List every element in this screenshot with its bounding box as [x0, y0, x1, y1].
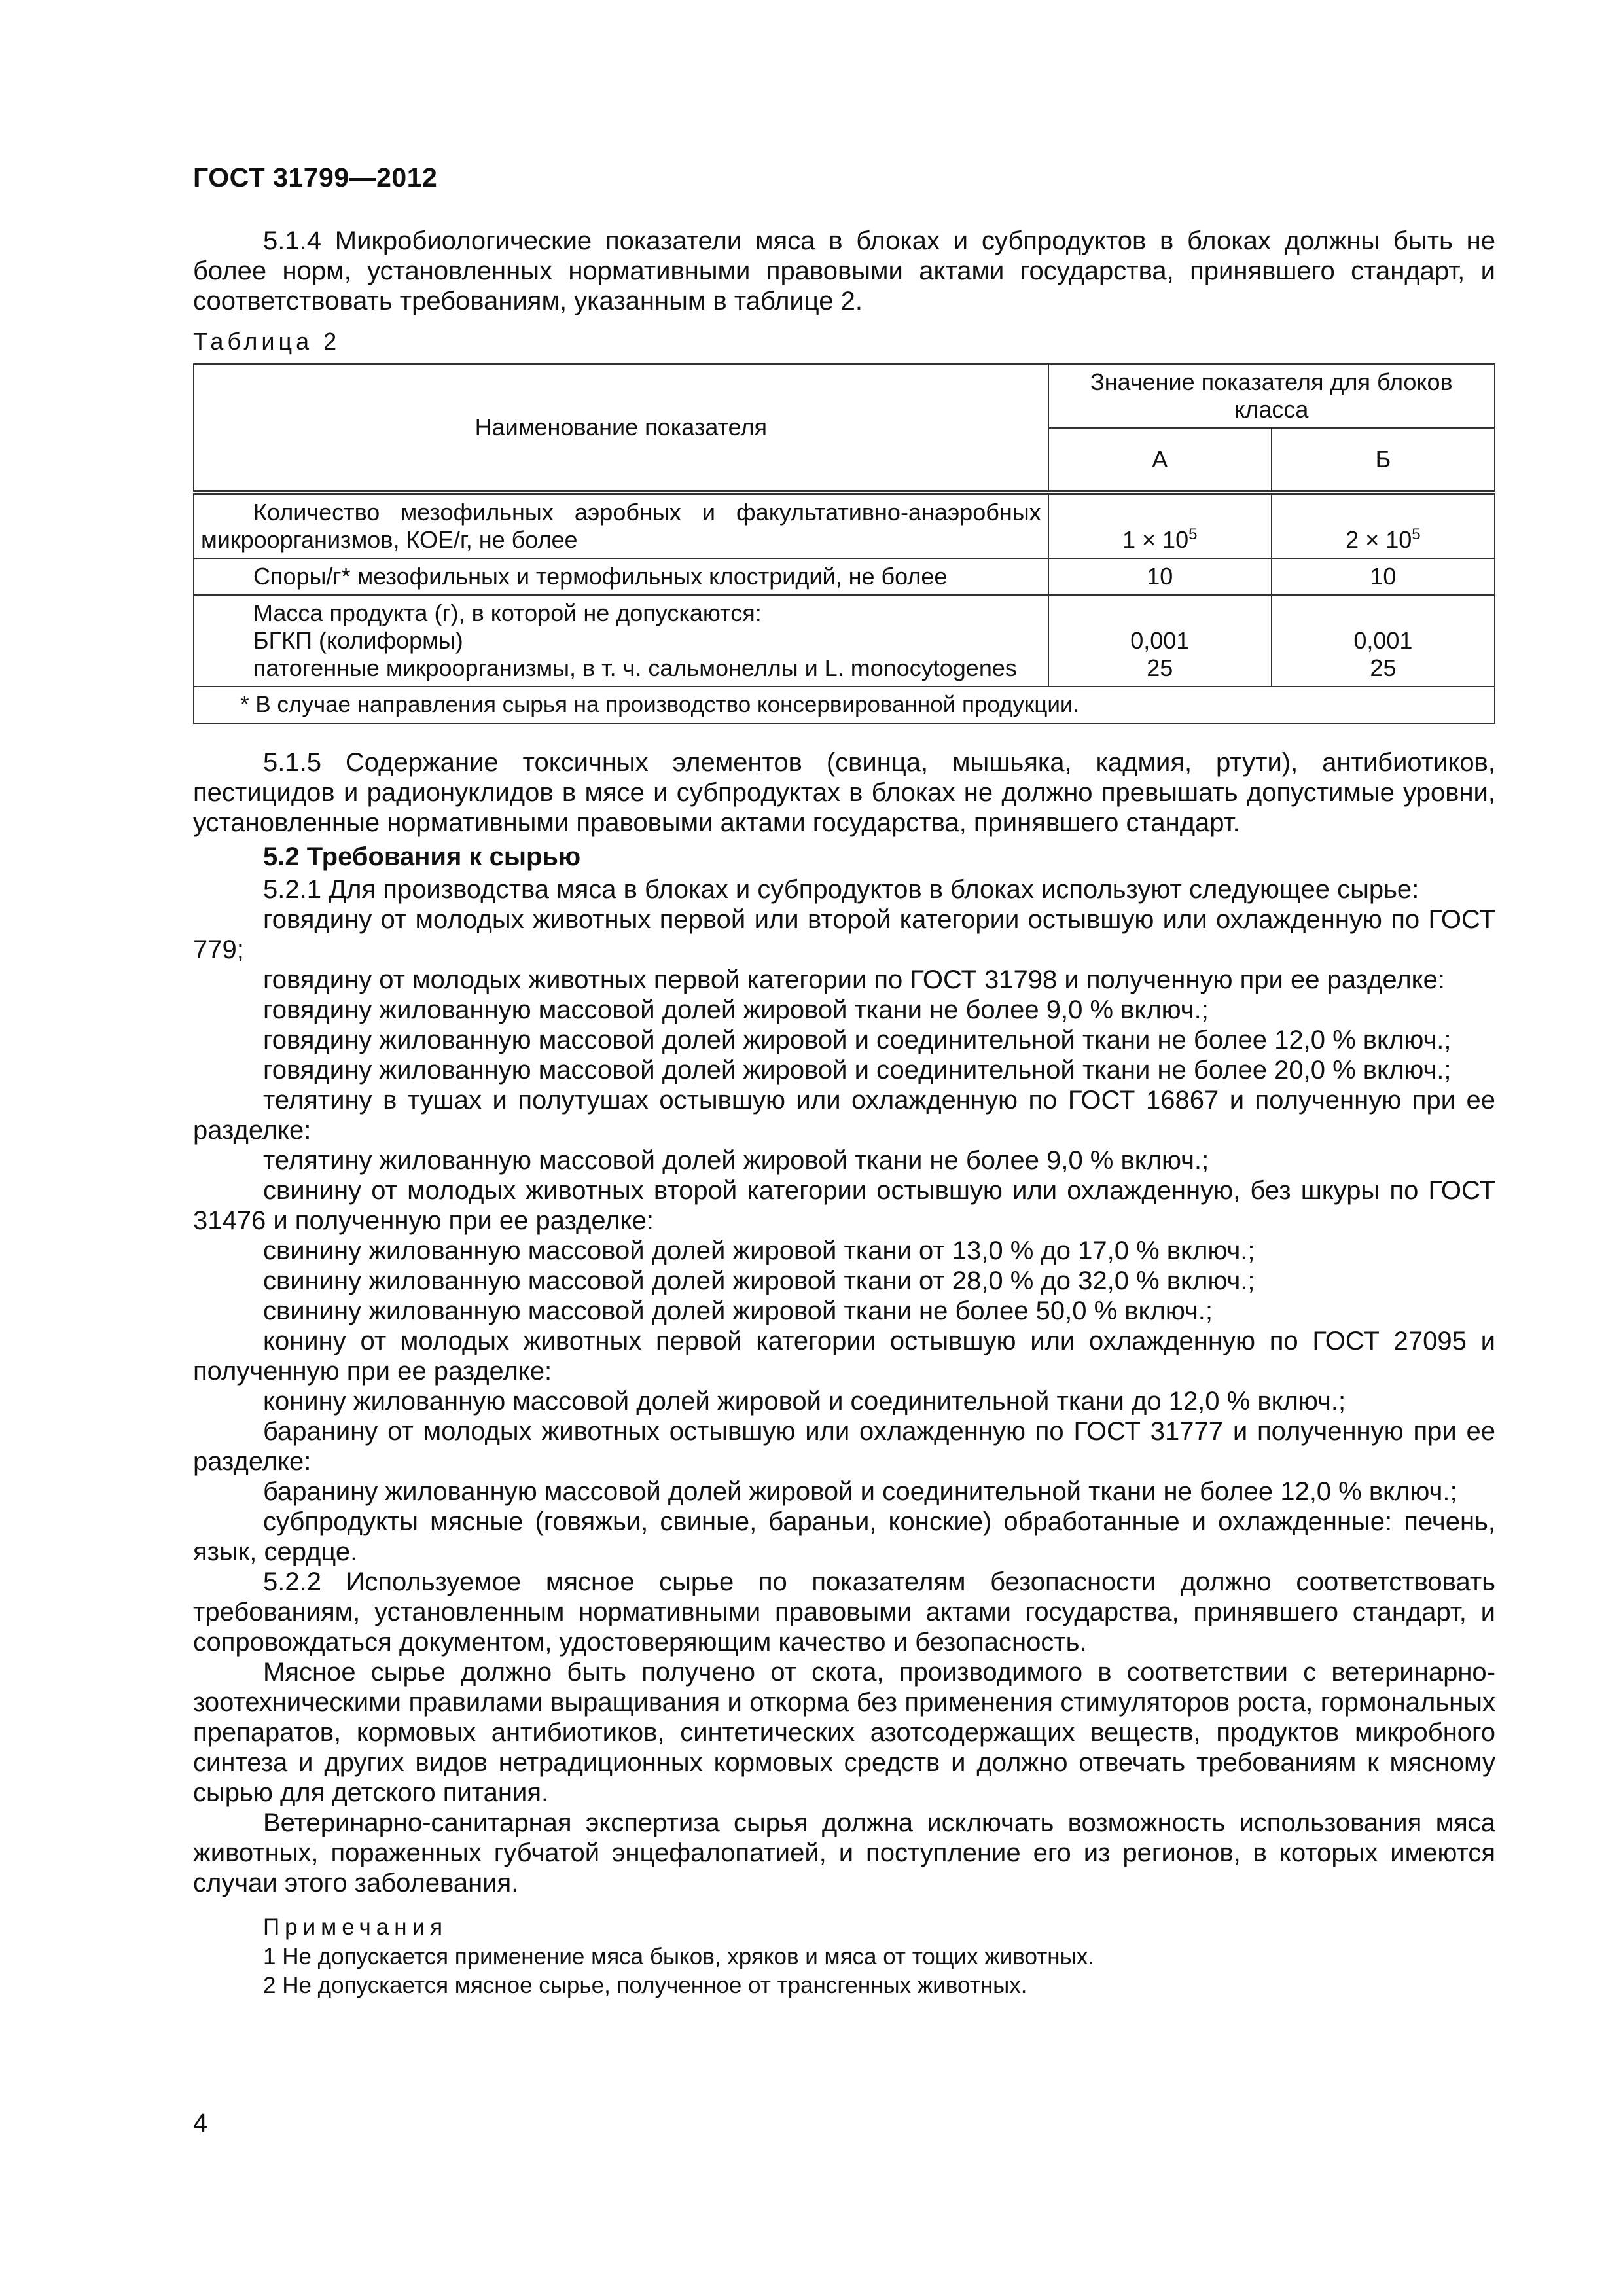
document-body	[193, 226, 1495, 2000]
list-item: телятину в тушах и полутушах остывшую или охлажденную по ГОСТ 16867 и полученную при ее разделке:	[193, 1086, 1495, 1145]
paragraph-5-2-2: 5.2.2 Используемое мясное сырье по показателям безопасности должно соответствовать требованиям, установленным нормативными правовыми актами государства, принявшего стандарт, и сопровождаться документом, удостоверяющим качество и безопасность.	[193, 1568, 1495, 1657]
page-number: 4	[193, 2109, 208, 2138]
paragraph-5-2-1: 5.2.1 Для производства мяса в блоках и субпродуктов в блоках используют следующее сырье:	[263, 875, 1419, 904]
list-item: субпродукты мясные (говяжьи, свиные, бараньи, конские) обработанные и охлажденные: печень, язык, сердце.	[193, 1507, 1495, 1566]
table-row	[194, 595, 1495, 687]
table-cell-a: $1 \times 10^5$	[1048, 493, 1272, 559]
list-item: свинину жилованную массовой долей жировой ткани от 13,0 % до 17,0 % включ.;	[263, 1236, 1255, 1265]
table-header-name: Наименование показателя	[194, 364, 1048, 493]
table-cell-b: 10	[1272, 558, 1495, 595]
table-2	[193, 363, 1495, 724]
table-cell-name: Споры/г* мезофильных и термофильных клостридий, не более	[194, 558, 1048, 595]
list-item: свинину от молодых животных второй категории остывшую или охлажденную, без шкуры по ГОСТ 31476 и полученную при ее разделке:	[193, 1176, 1495, 1235]
list-item: телятину жилованную массовой долей жировой ткани не более 9,0 % включ.;	[263, 1146, 1209, 1175]
list-item: конину от молодых животных первой категории остывшую или охлажденную по ГОСТ 27095 и полученную при ее разделке:	[193, 1327, 1495, 1386]
note-item: 2 Не допускается мясное сырье, полученное от трансгенных животных.	[263, 1973, 1027, 1998]
list-item: говядину жилованную массовой долей жировой ткани не более 9,0 % включ.;	[263, 996, 1209, 1024]
list-item: баранину жилованную массовой долей жировой и соединительной ткани не более 12,0 % включ.;	[263, 1477, 1457, 1506]
paragraph-5-1-5: 5.1.5 Содержание токсичных элементов (свинца, мышьяка, кадмия, ртути), антибиотиков, пестицидов и радионуклидов в мясе и субпродуктах в блоках не должно превышать допустимые уровни, установленные нормативными правовыми актами государства, принявшего стандарт.	[193, 748, 1495, 837]
table-row	[194, 558, 1495, 595]
table-header-class-a: А	[1048, 428, 1272, 493]
table-cell-name: Масса продукта (г), в которой не допускаются: БГКП (колиформы) патогенные микроорганизмы, в т. ч. сальмонеллы и L. monocytogenes	[194, 595, 1048, 687]
list-item: говядину от молодых животных первой или второй категории остывшую или охлажденную по ГОСТ 779;	[193, 905, 1495, 964]
table-footnote: * В случае направления сырья на производство консервированной продукции.	[194, 687, 1495, 723]
paragraph-vet: Ветеринарно-санитарная экспертиза сырья должна исключать возможность использования мяса животных, пораженных губчатой энцефалопатией, и поступление его из регионов, в которых имеются случаи этого заболевания.	[193, 1808, 1495, 1897]
table-header-values: Значение показателя для блоков класса	[1048, 364, 1495, 428]
table-cell-b: $2 \times 10^5$	[1272, 493, 1495, 559]
raw-material-list	[193, 905, 1495, 1567]
document-header: ГОСТ 31799—2012	[193, 162, 438, 192]
table-cell-name: Количество мезофильных аэробных и факультативно-анаэробных микроорганизмов, КОЕ/г, не более	[194, 493, 1048, 559]
list-item: конину жилованную массовой долей жировой и соединительной ткани до 12,0 % включ.;	[263, 1387, 1346, 1416]
section-heading-5-2: 5.2 Требования к сырью	[263, 842, 581, 871]
table-cell-a: 10	[1048, 558, 1272, 595]
list-item: говядину жилованную массовой долей жировой и соединительной ткани не более 12,0 % включ.;	[263, 1026, 1452, 1054]
table-footnote-row	[194, 687, 1495, 723]
notes-title: Примечания	[263, 1914, 448, 1940]
list-item: говядину от молодых животных первой категории по ГОСТ 31798 и полученную при ее разделке:	[263, 965, 1445, 994]
table-row	[194, 493, 1495, 559]
note-item: 1 Не допускается применение мяса быков, хряков и мяса от тощих животных.	[263, 1944, 1094, 1969]
table-caption: Таблица 2	[193, 328, 341, 355]
list-item: говядину жилованную массовой долей жировой и соединительной ткани не более 20,0 % включ.;	[263, 1056, 1452, 1085]
table-cell-b: 0,001 25	[1272, 595, 1495, 687]
list-item: свинину жилованную массовой долей жировой ткани от 28,0 % до 32,0 % включ.;	[263, 1266, 1255, 1295]
paragraph-5-1-4: 5.1.4 Микробиологические показатели мяса в блоках и субпродуктов в блоках должны быть не более норм, установленных нормативными правовыми актами государства, принявшего стандарт, и соответствовать требованиям, указанным в таблице 2.	[193, 226, 1495, 315]
paragraph-origin: Мясное сырье должно быть получено от скота, производимого в соответствии с ветеринарно-зоотехническими правилами выращивания и откорма без применения стимуляторов роста, гормональных препаратов, кормовых антибиотиков, синтетических азотсодержащих веществ, продуктов микробного синтеза и других видов нетрадиционных кормовых средств и должно отвечать требованиям к мясному сырью для детского питания.	[193, 1658, 1495, 1807]
table-cell-a: 0,001 25	[1048, 595, 1272, 687]
table-header-class-b: Б	[1272, 428, 1495, 493]
list-item: баранину от молодых животных остывшую или охлажденную по ГОСТ 31777 и полученную при ее разделке:	[193, 1417, 1495, 1476]
list-item: свинину жилованную массовой долей жировой ткани не более 50,0 % включ.;	[263, 1297, 1213, 1325]
